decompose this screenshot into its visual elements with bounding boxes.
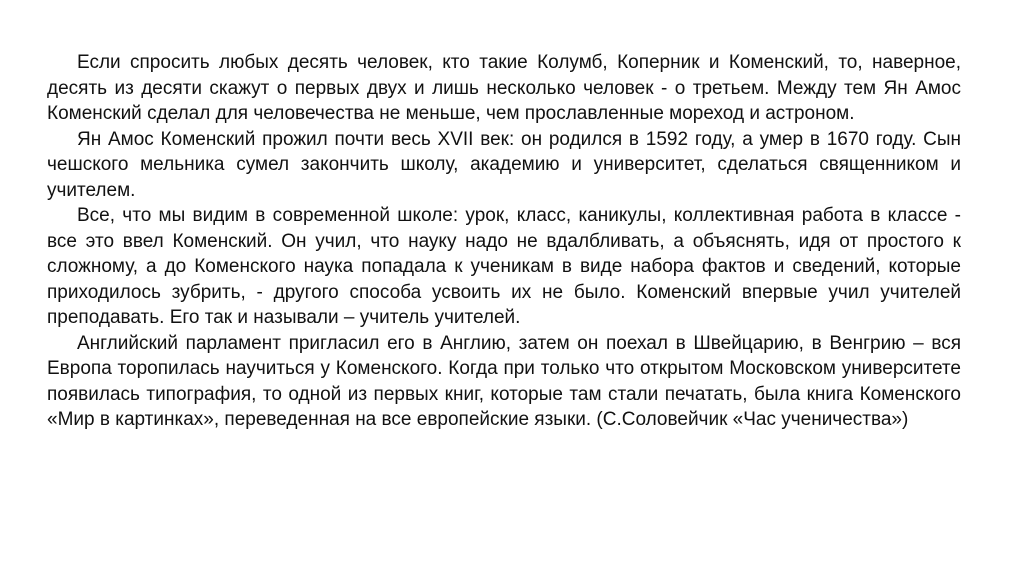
text-block: [47, 50, 961, 433]
paragraph-columbus-copernicus-comenius: Если спросить любых десять человек, кто такие Колумб, Коперник и Коменский, то, наверное, десять из десяти скажут о первых двух и лишь несколько человек - о третьем. Между тем Ян Амос Коменский сделал для человечества не меньше, чем прославленные мореход и астроном.: [47, 52, 961, 124]
paragraph-biography: Ян Амос Коменский прожил почти весь XVII век: он родился в 1592 году, а умер в 1670 году. Сын чешского мельника сумел закончить школу, академию и университет, сделаться священником и учителем.: [47, 128, 961, 201]
paragraph-europe-and-book: Английский парламент пригласил его в Англию, затем он поехал в Швейцарию, в Венгрию – вся Европа торопилась научиться у Коменского. Когда при только что открытом Московском университете появилась типография, то одной из первых книг, которые там стали печатать, была книга Коменского «Мир в картинках», переведенная на все европейские языки. (С.Соловейчик «Час ученичества»): [47, 332, 961, 430]
paragraph-modern-school: Все, что мы видим в современной школе: урок, класс, каникулы, коллективная работа в классе - все это ввел Коменский. Он учил, что науку надо не вдалбливать, а объяснять, идя от простого к сложному, а до Коменского наука попадала к ученикам в виде набора фактов и сведений, которые приходилось зубрить, - другого способа усвоить их не было. Коменский впервые учил учителей преподавать. Его так и называли – учитель учителей.: [47, 205, 961, 328]
